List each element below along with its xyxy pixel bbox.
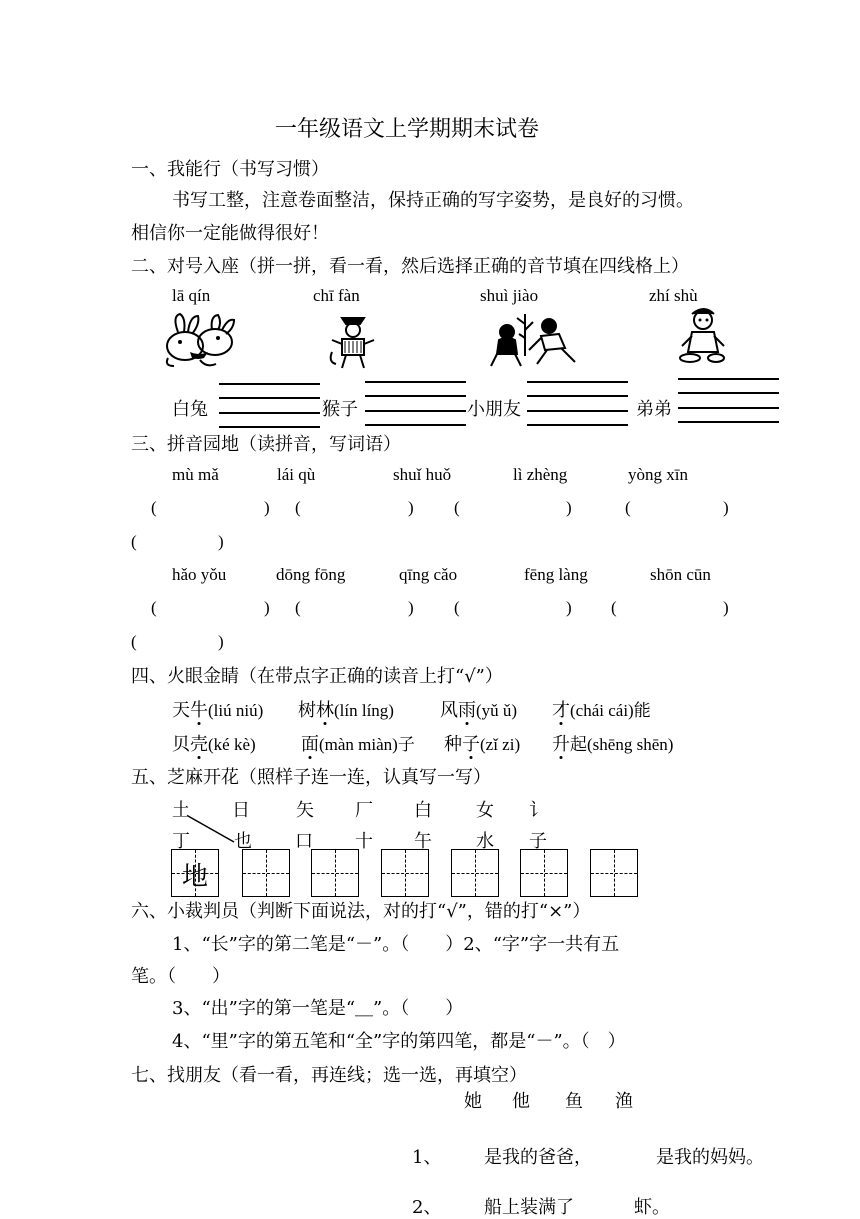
component-bottom[interactable]: 丁 — [172, 831, 190, 852]
pronunciation-item[interactable] — [552, 696, 651, 722]
pinyin-word: shuǐ huǒ — [393, 465, 452, 484]
fill-sentence-part: 船上装满了 — [484, 1197, 574, 1218]
writing-grid-box[interactable] — [590, 849, 638, 897]
writing-line[interactable] — [219, 397, 320, 399]
radical-top[interactable]: 厂 — [355, 800, 373, 821]
pinyin-option: shuì jiào — [480, 286, 539, 305]
answer-paren-open: ( — [151, 498, 157, 517]
radical-top[interactable]: 日 — [232, 800, 250, 821]
answer-paren-open: ( — [131, 632, 137, 651]
item-prefix: 贝 — [172, 734, 190, 755]
item-prefix: 天 — [172, 700, 190, 721]
section-1-text-line2: 相信你一定能做得很好！ — [131, 223, 329, 244]
answer-paren-open: ( — [454, 598, 460, 617]
writing-line[interactable] — [365, 410, 466, 412]
component-bottom[interactable]: 午 — [414, 831, 432, 852]
pinyin-word: dōng fōng — [276, 565, 346, 584]
dotted-char: 牛 — [190, 700, 208, 721]
section-4-heading: 四、火眼金睛（在带点字正确的读音上打“√”） — [131, 666, 503, 687]
word-label: 小朋友 — [467, 399, 521, 420]
answer-paren-open: ( — [454, 498, 460, 517]
writing-line[interactable] — [219, 383, 320, 385]
dotted-char: 雨 — [458, 700, 476, 721]
answer-paren-open: ( — [625, 498, 631, 517]
pronunciation-item[interactable] — [301, 730, 415, 756]
writing-line[interactable] — [527, 424, 628, 426]
item-prefix: 种 — [444, 734, 462, 755]
pinyin-option: zhí shù — [649, 286, 698, 305]
writing-line[interactable] — [678, 407, 779, 409]
pinyin-word: fēng làng — [524, 565, 588, 584]
pronunciation-item[interactable] — [172, 696, 263, 722]
pinyin-word: hǎo yǒu — [172, 565, 227, 584]
reading-choices: (zǐ zi) — [480, 735, 521, 754]
fill-sentence-part: 是我的妈妈。 — [656, 1147, 764, 1168]
writing-line[interactable] — [365, 424, 466, 426]
fill-sentence-part: 是我的爸爸， — [484, 1147, 592, 1168]
writing-line[interactable] — [365, 395, 466, 397]
item-prefix: 树 — [298, 700, 316, 721]
brother-image — [678, 304, 728, 368]
section-7-heading: 七、找朋友（看一看，再连线；选一选，再填空） — [131, 1065, 527, 1086]
answer-paren-close: ) — [264, 598, 270, 617]
answer-paren-close: ) — [218, 632, 224, 651]
pronunciation-item[interactable] — [298, 696, 394, 722]
dotted-char: 壳 — [190, 734, 208, 755]
pronunciation-item[interactable] — [552, 730, 673, 756]
reading-choices: 起(shēng shēn) — [570, 735, 674, 754]
example-character: 地 — [181, 862, 208, 892]
pinyin-word: yòng xīn — [628, 465, 688, 484]
section-1-heading: 一、我能行（书写习惯） — [131, 159, 329, 180]
pronunciation-item[interactable] — [440, 696, 517, 722]
dotted-char: 才 — [552, 700, 570, 721]
section-2-heading: 二、对号入座（拼一拼，看一看，然后选择正确的音节填在四线格上） — [131, 256, 689, 277]
section-6-heading: 六、小裁判员（判断下面说法，对的打“√”，错的打“×”） — [131, 901, 591, 922]
writing-grid-box[interactable] — [520, 849, 568, 897]
answer-paren-open: ( — [611, 598, 617, 617]
answer-paren-close: ) — [566, 598, 572, 617]
answer-paren-close: ) — [566, 498, 572, 517]
answer-paren-open: ( — [131, 532, 137, 551]
radical-top[interactable]: 讠 — [529, 800, 547, 821]
component-bottom[interactable]: 口 — [295, 831, 313, 852]
writing-line[interactable] — [678, 378, 779, 380]
answer-paren-close: ) — [264, 498, 270, 517]
pinyin-word: qīng cǎo — [399, 565, 458, 584]
section-1-text-line1: 书写工整，注意卷面整洁，保持正确的写字姿势，是良好的习惯。 — [172, 190, 694, 211]
radical-top[interactable]: 土 — [172, 800, 190, 821]
writing-grid-box[interactable] — [242, 849, 290, 897]
radical-top[interactable]: 白 — [414, 800, 432, 821]
pronunciation-item[interactable] — [172, 730, 256, 756]
children-image — [485, 310, 580, 370]
component-bottom[interactable]: 也 — [234, 831, 252, 852]
writing-grid-box[interactable] — [381, 849, 429, 897]
writing-grid-box[interactable] — [311, 849, 359, 897]
writing-line[interactable] — [219, 426, 320, 428]
pinyin-word: lì zhèng — [513, 465, 568, 484]
component-bottom[interactable]: 子 — [529, 831, 547, 852]
option-word[interactable]: 她 — [464, 1091, 482, 1112]
writing-line[interactable] — [678, 392, 779, 394]
reading-choices: (màn miàn)子 — [319, 735, 415, 754]
fill-item-number: 1、 — [412, 1147, 442, 1168]
example-grid-box — [171, 849, 219, 897]
dotted-char: 林 — [316, 700, 334, 721]
reading-choices: (chái cái)能 — [570, 701, 651, 720]
fill-sentence-part: 虾。 — [634, 1197, 670, 1218]
option-word[interactable]: 渔 — [615, 1091, 633, 1112]
judge-question[interactable]: 笔。（ ） — [131, 966, 230, 987]
reading-choices: (yǔ ǔ) — [476, 701, 518, 720]
pronunciation-item[interactable] — [444, 730, 520, 756]
component-bottom[interactable]: 水 — [476, 831, 494, 852]
writing-line[interactable] — [527, 381, 628, 383]
dotted-char: 面 — [301, 734, 319, 755]
radical-top[interactable]: 矢 — [296, 800, 314, 821]
example-connection-line — [182, 812, 242, 848]
judge-question[interactable]: 4、“里”字的第五笔和“全”字的第四笔，都是“－”。（ ） — [172, 1031, 626, 1052]
reading-choices: (liú niú) — [208, 701, 264, 720]
answer-paren-close: ) — [218, 532, 224, 551]
pinyin-word: mù mǎ — [172, 465, 219, 484]
fill-item-number: 2、 — [412, 1197, 442, 1218]
word-label: 白兔 — [172, 399, 208, 420]
section-3-heading: 三、拼音园地（读拼音，写词语） — [131, 434, 401, 455]
writing-grid-box[interactable] — [451, 849, 499, 897]
dotted-char: 升 — [552, 734, 570, 755]
judge-question[interactable]: 3、“出”字的第一笔是“＿”。（ ） — [172, 998, 464, 1019]
option-word[interactable]: 他 — [512, 1091, 530, 1112]
radical-top[interactable]: 女 — [476, 800, 494, 821]
writing-line[interactable] — [219, 412, 320, 414]
answer-paren-open: ( — [295, 598, 301, 617]
judge-question[interactable]: 1、“长”字的第二笔是“－”。（ ）2、“字”字一共有五 — [172, 934, 620, 955]
option-word[interactable]: 鱼 — [565, 1091, 583, 1112]
component-bottom[interactable]: 十 — [355, 831, 373, 852]
reading-choices: (ké kè) — [208, 735, 256, 754]
reading-choices: (lín líng) — [334, 701, 394, 720]
pinyin-option: lā qín — [172, 286, 211, 305]
writing-line[interactable] — [365, 381, 466, 383]
writing-line[interactable] — [527, 410, 628, 412]
section-5-heading: 五、芝麻开花（照样子连一连，认真写一写） — [131, 767, 491, 788]
monkey-image — [328, 312, 378, 372]
dotted-char: 子 — [462, 734, 480, 755]
pinyin-option: chī fàn — [313, 286, 360, 305]
page-title: 一年级语文上学期期末试卷 — [275, 117, 540, 142]
answer-paren-close: ) — [723, 598, 729, 617]
answer-paren-close: ) — [408, 598, 414, 617]
pinyin-word: lái qù — [277, 465, 316, 484]
answer-paren-open: ( — [295, 498, 301, 517]
writing-line[interactable] — [527, 395, 628, 397]
word-label: 猴子 — [322, 399, 358, 420]
word-label: 弟弟 — [636, 399, 672, 420]
answer-paren-close: ) — [408, 498, 414, 517]
item-prefix: 风 — [440, 700, 458, 721]
pinyin-word: shōn cūn — [650, 565, 711, 584]
answer-paren-open: ( — [151, 598, 157, 617]
answer-paren-close: ) — [723, 498, 729, 517]
writing-line[interactable] — [678, 421, 779, 423]
rabbits-image — [160, 312, 240, 370]
